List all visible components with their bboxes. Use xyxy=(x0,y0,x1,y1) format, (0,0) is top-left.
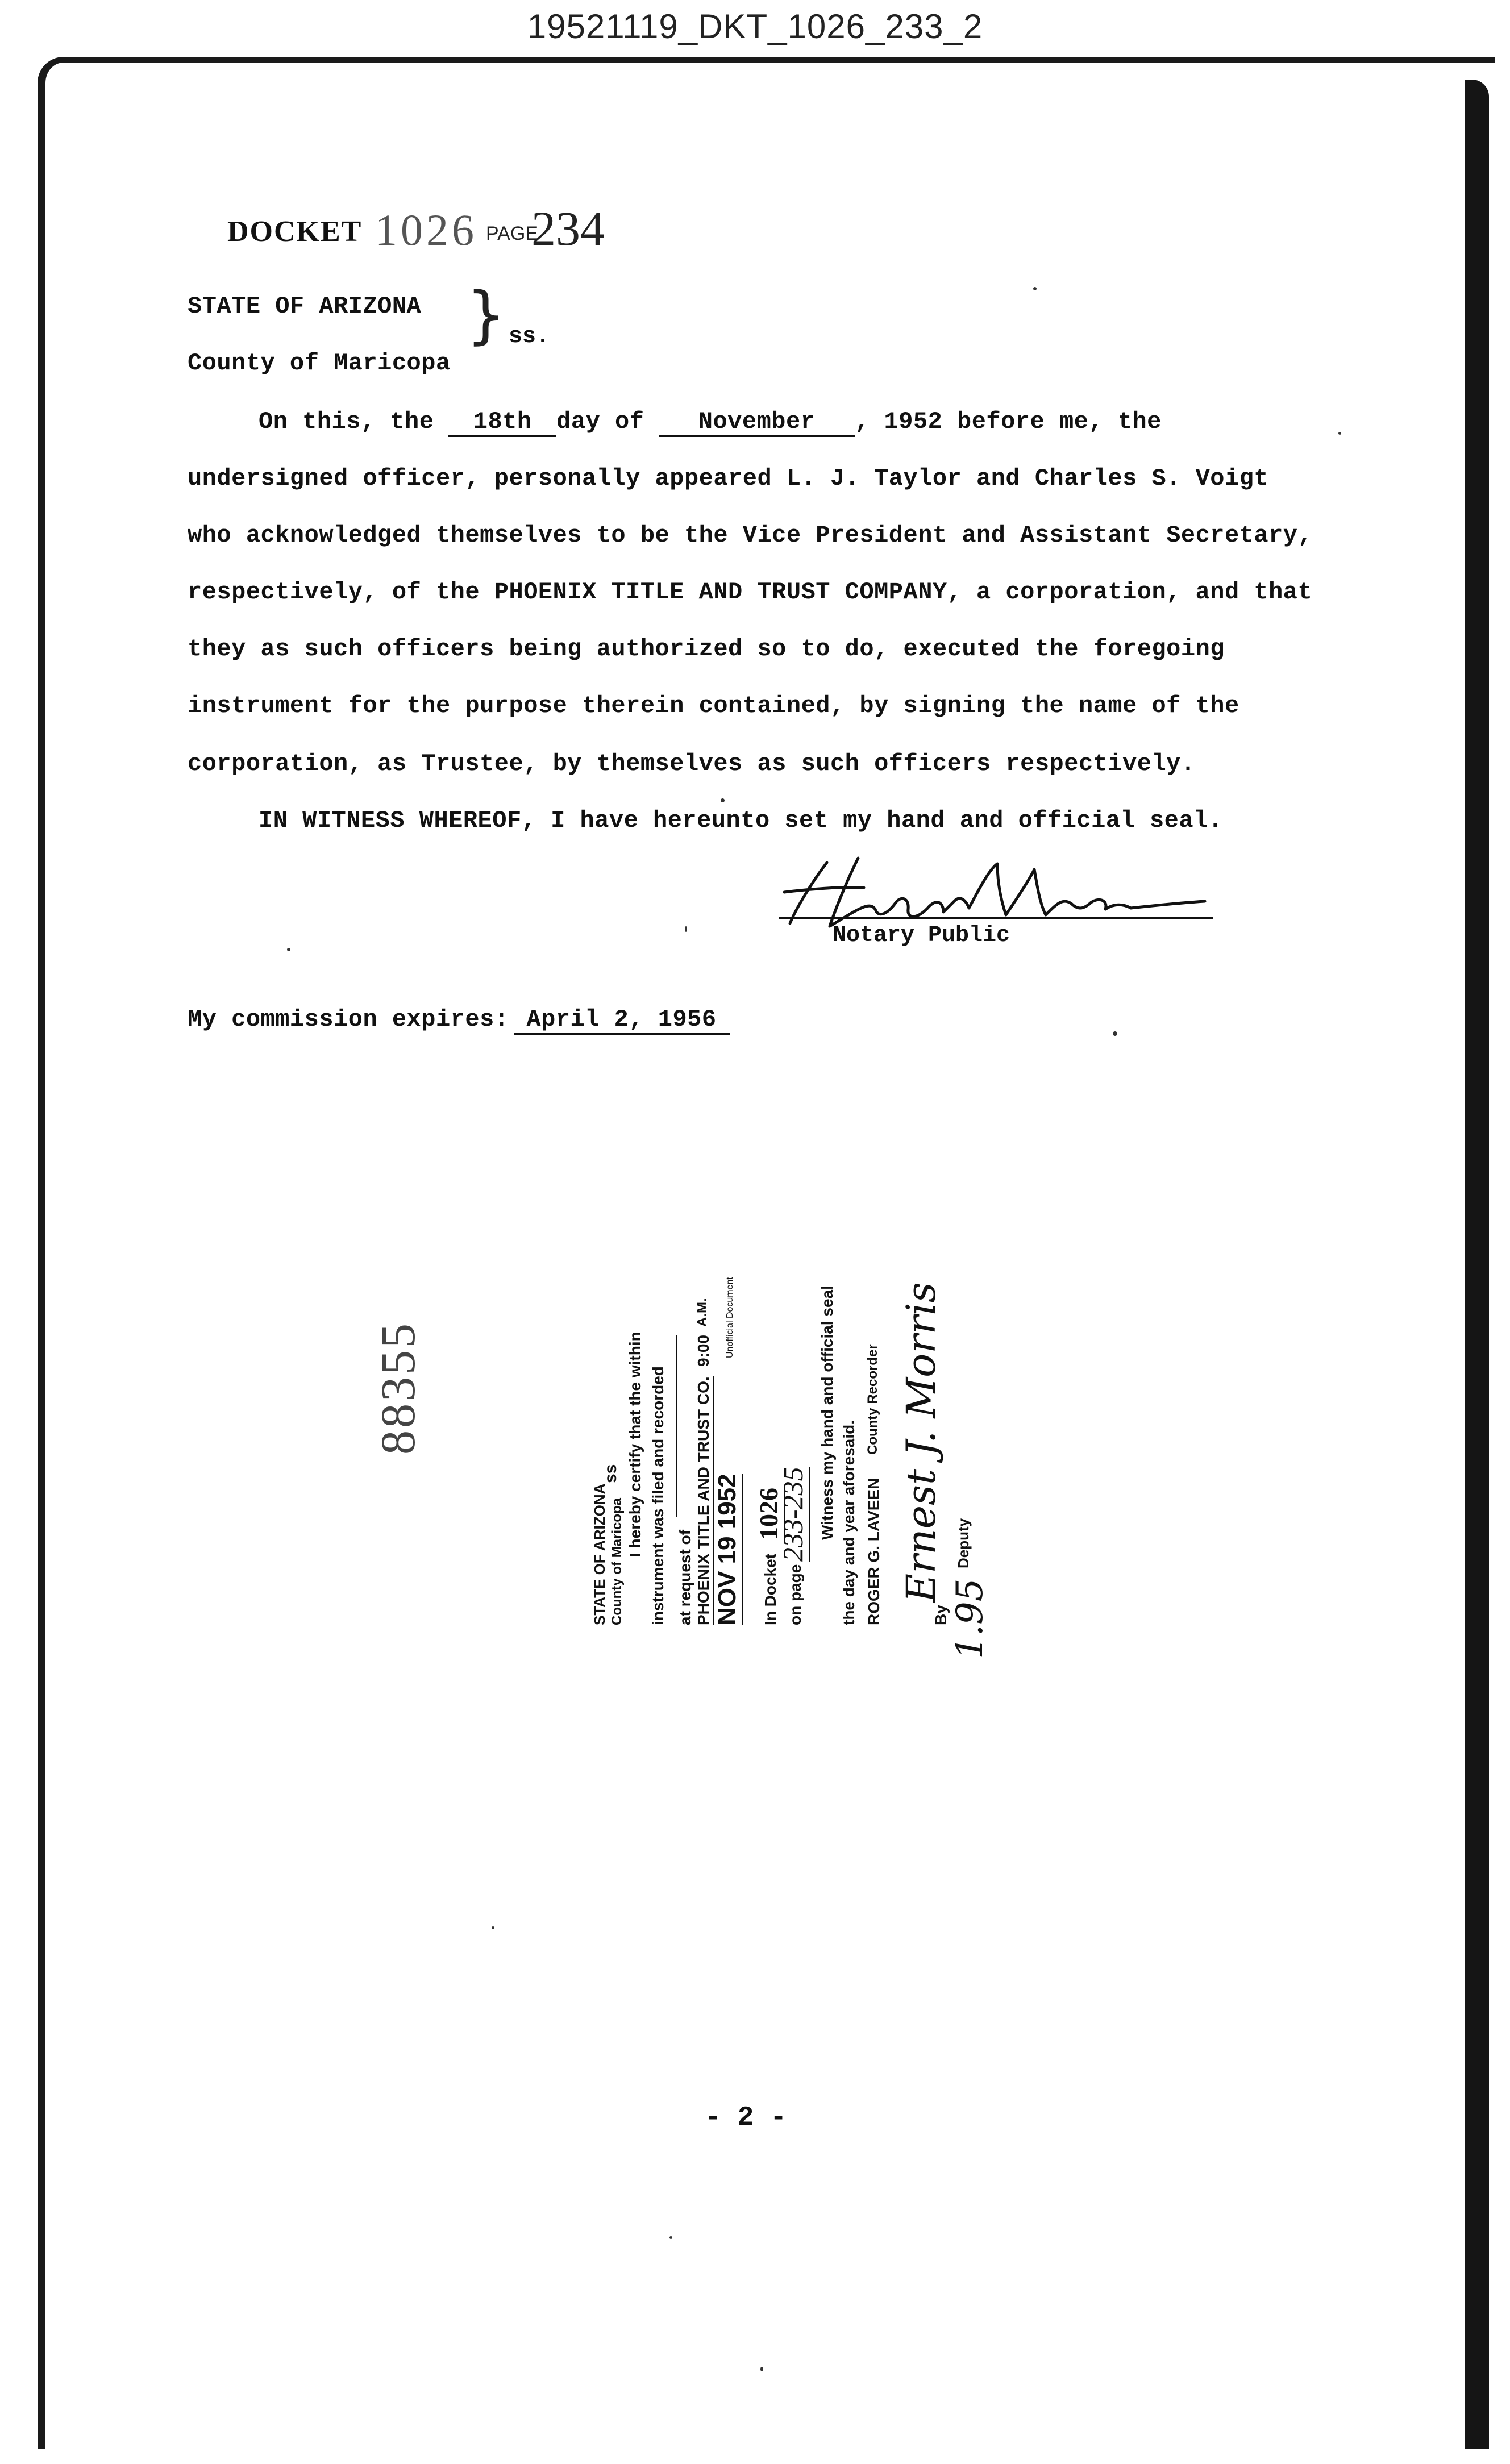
stamp-fee: 1.95 xyxy=(949,1578,991,1659)
body-line-5: they as such officers being authorized so to do, executed the foregoing xyxy=(188,635,1225,663)
scan-edge-shadow xyxy=(1465,80,1489,2449)
docket-number: 1026 xyxy=(375,205,477,255)
stamp-witness-2: the day and year aforesaid. xyxy=(840,1420,858,1625)
stamp-recorder-name: ROGER G. LAVEEN xyxy=(865,1477,883,1625)
page-number: 234 xyxy=(531,201,605,256)
stamp-county: County of Maricopa xyxy=(609,1497,625,1625)
stamp-state: STATE OF ARIZONA xyxy=(591,1483,608,1625)
scan-speck xyxy=(1113,1031,1117,1036)
month-blank: November xyxy=(659,408,855,437)
stamp-certify-2: instrument was filed and recorded xyxy=(649,1366,667,1625)
body-line-1: On this, the 18th day of November , 1952 before me, the xyxy=(259,408,1162,437)
venue-county: County of Maricopa xyxy=(188,349,451,377)
scan-speck xyxy=(492,1926,494,1929)
commission-line: My commission expires: April 2, 1956 xyxy=(188,1006,730,1035)
stamp-witness-1: Witness my hand and official seal xyxy=(818,1285,836,1540)
stamp-time: 9:00 xyxy=(694,1334,712,1367)
venue-brace: } xyxy=(466,278,506,351)
page-label: PAGE xyxy=(486,223,538,244)
stamp-requester: PHOENIX TITLE AND TRUST CO. xyxy=(694,1376,714,1625)
stamp-recorder-title: County Recorder xyxy=(865,1344,880,1455)
stamp-page-value: 233-235 xyxy=(776,1467,810,1562)
docket-label: DOCKET xyxy=(227,215,363,248)
scan-speck xyxy=(685,926,687,932)
commission-date: April 2, 1956 xyxy=(514,1006,730,1035)
stamp-watermark: Unofficial Document xyxy=(725,1277,735,1358)
stamp-certify-1: I hereby certify that the within xyxy=(626,1331,644,1557)
body-line-6: instrument for the purpose therein contained, by signing the name of the xyxy=(188,692,1239,719)
stamp-request-label: at request of xyxy=(676,1529,694,1625)
body-line-4: respectively, of the PHOENIX TITLE AND TRUST COMPANY, a corporation, and that xyxy=(188,578,1313,606)
stamp-deputy-label: Deputy xyxy=(955,1518,972,1568)
venue-ss: ss. xyxy=(509,324,550,349)
stamp-ss: ss xyxy=(601,1464,620,1483)
scan-speck xyxy=(721,798,725,802)
scan-speck xyxy=(1338,432,1341,435)
scan-speck xyxy=(287,948,290,951)
notary-title: Notary Public xyxy=(833,923,1010,948)
scan-speck xyxy=(669,2236,672,2239)
notary-signature-line xyxy=(779,917,1213,919)
witness-line: IN WITNESS WHEREOF, I have hereunto set my hand and official seal. xyxy=(259,807,1223,834)
stamp-meridiem: A.M. xyxy=(694,1298,710,1327)
body-line-3: who acknowledged themselves to be the Vice President and Assistant Secretary, xyxy=(188,522,1313,549)
venue-state: STATE OF ARIZONA xyxy=(188,293,422,320)
scan-speck xyxy=(760,2367,763,2371)
stamp-docket-value: 1026 xyxy=(754,1488,785,1540)
page-footer: - 2 - xyxy=(705,2103,787,2133)
body-line-7: corporation, as Trustee, by themselves as such officers respectively. xyxy=(188,750,1196,777)
document-id: 19521119_DKT_1026_233_2 xyxy=(527,7,983,45)
day-blank: 18th xyxy=(448,408,556,437)
stamp-by-label: By xyxy=(932,1605,950,1625)
stamp-docket-label: In Docket xyxy=(762,1553,779,1625)
stamp-page-label: on page xyxy=(787,1564,804,1625)
body-line-2: undersigned officer, personally appeared L. J. Taylor and Charles S. Voigt xyxy=(188,465,1269,492)
stamp-request-blank xyxy=(676,1335,677,1517)
stamp-deputy-signature: Ernest J. Morris xyxy=(898,1282,945,1603)
instrument-number: 88355 xyxy=(371,1321,425,1455)
stamp-date: NOV 19 1952 xyxy=(713,1474,743,1625)
scan-speck xyxy=(1033,287,1037,290)
